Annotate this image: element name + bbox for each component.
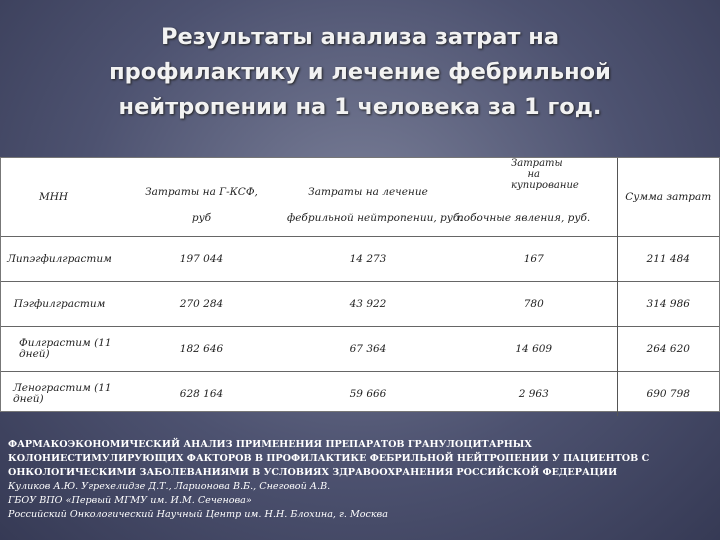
header-total: Сумма затрат [617, 158, 719, 237]
cell-total: 211 484 [617, 237, 719, 282]
cell-fn: 59 666 [285, 372, 451, 417]
cell-ae: 14 609 [451, 327, 617, 372]
header-treatment: Затраты на лечение [308, 186, 428, 198]
reference-authors: Куликов А.Ю. Угрехелидзе Д.Т., Ларионова В.Б., Снеговой А.В. [8, 481, 331, 492]
table-row [1, 327, 719, 372]
slide-title [40, 20, 680, 125]
cost-table [1, 158, 719, 416]
table-row [1, 282, 719, 327]
header-relief-unit: побочные явления, руб. [457, 212, 591, 224]
cell-gcsf: 270 284 [118, 282, 285, 327]
row-name: Пэгфилграстим [1, 282, 118, 327]
reference-title-line-3: ОНКОЛОГИЧЕСКИМИ ЗАБОЛЕВАНИЯМИ В УСЛОВИЯХ ЗДРАВООХРАНЕНИЯ РОССИЙСКОЙ ФЕДЕРАЦИИ [8, 467, 618, 478]
title-line-3: нейтропении на 1 человека за 1 год. [118, 94, 602, 120]
cell-gcsf: 182 646 [118, 327, 285, 372]
header-gcsf-unit: руб [191, 212, 212, 224]
cost-table-container [0, 157, 720, 412]
row-name: Липэгфилграстим [1, 237, 118, 282]
cell-total: 314 986 [617, 282, 719, 327]
title-line-1: Результаты анализа затрат на [160, 24, 560, 50]
table-header-row-1 [1, 158, 719, 200]
header-treatment-unit: фебрильной нейтропении, руб. [287, 212, 463, 224]
row-name: Филграстим (11 дней) [1, 327, 118, 372]
header-relief: Затраты на купирование [511, 158, 579, 191]
title-line-2: профилактику и лечение фебрильной [109, 59, 611, 85]
header-gcsf: Затраты на Г-КСФ, [145, 186, 258, 198]
cell-gcsf: 628 164 [118, 372, 285, 417]
header-mnn: МНН [39, 191, 69, 203]
reference-title-line-1: ФАРМАКОЭКОНОМИЧЕСКИЙ АНАЛИЗ ПРИМЕНЕНИЯ ПРЕПАРАТОВ ГРАНУЛОЦИТАРНЫХ [8, 439, 532, 450]
cell-gcsf: 197 044 [118, 237, 285, 282]
reference-org-2: Российский Онкологический Научный Центр им. Н.Н. Блохина, г. Москва [8, 509, 388, 520]
cell-ae: 167 [451, 237, 617, 282]
cell-total: 264 620 [617, 327, 719, 372]
table-row [1, 237, 719, 282]
cell-ae: 2 963 [451, 372, 617, 417]
cell-fn: 14 273 [285, 237, 451, 282]
reference-org-1: ГБОУ ВПО «Первый МГМУ им. И.М. Сеченова» [8, 495, 252, 506]
cell-fn: 43 922 [285, 282, 451, 327]
cell-total: 690 798 [617, 372, 719, 417]
reference-block [8, 438, 708, 522]
cell-fn: 67 364 [285, 327, 451, 372]
table-row [1, 372, 719, 417]
cell-ae: 780 [451, 282, 617, 327]
row-name: Ленограстим (11 дней) [1, 372, 118, 417]
reference-title-line-2: КОЛОНИЕСТИМУЛИРУЮЩИХ ФАКТОРОВ В ПРОФИЛАКТИКЕ ФЕБРИЛЬНОЙ НЕЙТРОПЕНИИ У ПАЦИЕНТОВ С [8, 453, 650, 464]
